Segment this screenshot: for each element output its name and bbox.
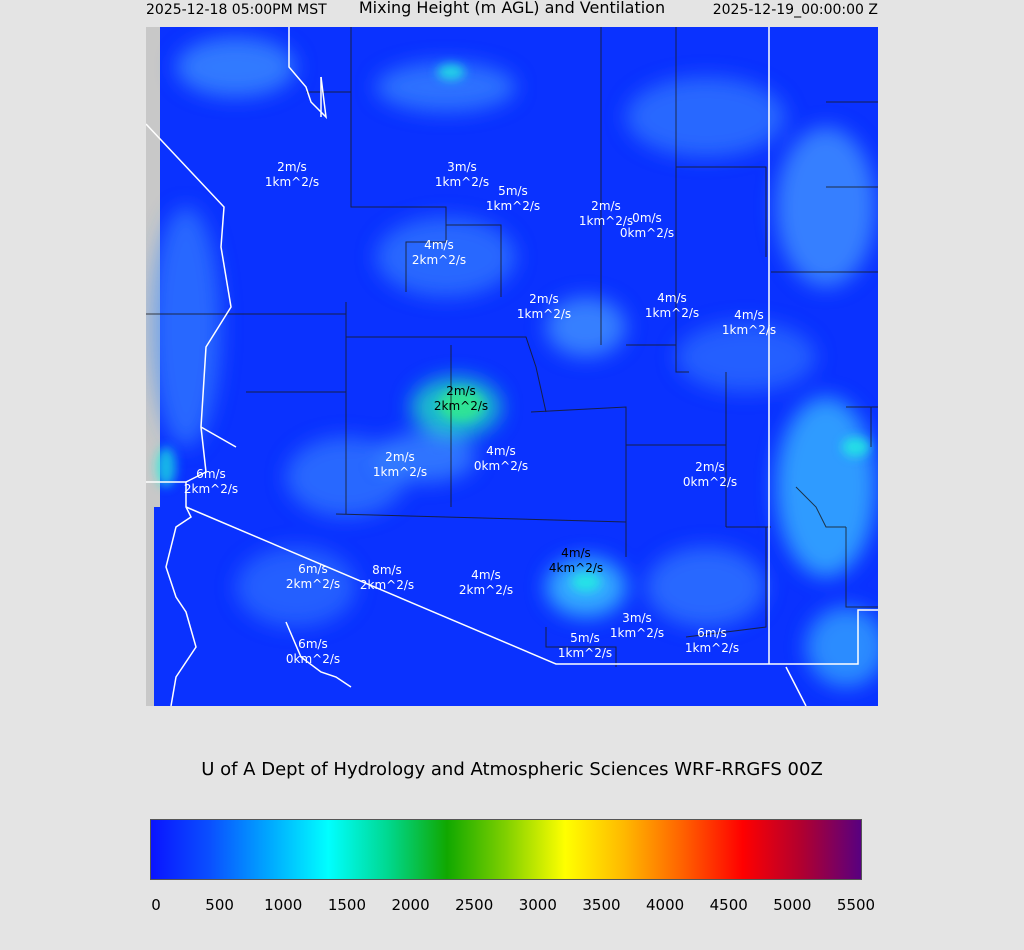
colorbar-tick-label: 500	[205, 896, 234, 914]
map-title: Mixing Height (m AGL) and Ventilation	[358, 0, 666, 17]
ventilation-index-text: 1km^2/s	[485, 199, 541, 213]
wind-speed-text: 0m/s	[632, 211, 662, 225]
ventilation-index-text: 2km^2/s	[433, 399, 489, 413]
colorbar-tick-label: 4500	[709, 896, 748, 914]
wind-speed-text: 4m/s	[657, 291, 687, 305]
ventilation-index-text: 0km^2/s	[473, 459, 529, 473]
valid-time-local: 2025-12-18 05:00PM MST	[146, 2, 327, 18]
ventilation-label	[360, 563, 414, 593]
no-data-strip-lower	[146, 507, 154, 706]
ventilation-index-text: 1km^2/s	[516, 307, 572, 321]
wind-speed-text: 3m/s	[447, 160, 477, 174]
ventilation-label	[265, 160, 319, 190]
ventilation-index-text: 1km^2/s	[557, 646, 613, 660]
wind-speed-text: 5m/s	[498, 184, 528, 198]
ventilation-index-text: 2km^2/s	[458, 583, 514, 597]
ventilation-index-text: 0km^2/s	[619, 226, 675, 240]
ventilation-index-text: 2km^2/s	[411, 253, 467, 267]
ventilation-label	[184, 467, 238, 497]
ventilation-label	[486, 184, 540, 214]
wind-speed-text: 4m/s	[424, 238, 454, 252]
ventilation-index-text: 1km^2/s	[434, 175, 490, 189]
ventilation-label	[610, 611, 664, 641]
ventilation-index-text: 2km^2/s	[359, 578, 415, 592]
wind-speed-text: 4m/s	[561, 546, 591, 560]
ventilation-label	[517, 292, 571, 322]
ventilation-label	[474, 444, 528, 474]
mixing-height-map	[146, 27, 878, 706]
colorbar-tick-label: 3000	[518, 896, 557, 914]
wind-speed-text: 5m/s	[570, 631, 600, 645]
colorbar-tick-label: 1500	[327, 896, 366, 914]
wind-speed-text: 4m/s	[734, 308, 764, 322]
ventilation-label	[683, 460, 737, 490]
wind-speed-text: 4m/s	[471, 568, 501, 582]
ventilation-label	[435, 160, 489, 190]
colorbar-tick-label: 4000	[645, 896, 685, 914]
wind-speed-text: 2m/s	[529, 292, 559, 306]
ventilation-index-text: 1km^2/s	[578, 214, 634, 228]
map-canvas	[146, 27, 878, 706]
ventilation-index-text: 4km^2/s	[548, 561, 604, 575]
colorbar-tick-label: 2000	[391, 896, 430, 914]
wind-speed-text: 2m/s	[591, 199, 621, 213]
ventilation-label	[549, 546, 603, 576]
wind-speed-text: 2m/s	[385, 450, 415, 464]
ventilation-index-text: 1km^2/s	[644, 306, 700, 320]
wind-speed-text: 6m/s	[196, 467, 226, 481]
ventilation-index-text: 0km^2/s	[682, 475, 738, 489]
ventilation-label	[373, 450, 427, 480]
colorbar-tick-label: 3500	[582, 896, 621, 914]
wind-speed-text: 6m/s	[298, 562, 328, 576]
ventilation-index-text: 1km^2/s	[372, 465, 428, 479]
colorbar-tick-label: 5500	[836, 896, 876, 914]
ventilation-index-text: 0km^2/s	[285, 652, 341, 666]
ventilation-label	[645, 291, 699, 321]
wind-speed-text: 6m/s	[697, 626, 727, 640]
ventilation-label	[412, 238, 466, 268]
wind-speed-text: 2m/s	[446, 384, 476, 398]
ventilation-index-text: 2km^2/s	[285, 577, 341, 591]
ventilation-index-text: 1km^2/s	[684, 641, 740, 655]
credit-line: U of A Dept of Hydrology and Atmospheric Sciences WRF-RRGFS 00Z	[201, 759, 823, 780]
ventilation-label	[558, 631, 612, 661]
colorbar	[150, 819, 862, 880]
ventilation-label	[620, 211, 674, 241]
wind-speed-text: 4m/s	[486, 444, 516, 458]
ventilation-index-text: 1km^2/s	[721, 323, 777, 337]
ventilation-label	[685, 626, 739, 656]
colorbar-tick-label: 5000	[773, 896, 812, 914]
wind-speed-text: 3m/s	[622, 611, 652, 625]
ventilation-label	[722, 308, 776, 338]
ventilation-label	[434, 384, 488, 414]
wind-speed-text: 2m/s	[277, 160, 307, 174]
ventilation-label	[459, 568, 513, 598]
colorbar-tick-label: 2500	[455, 896, 494, 914]
valid-time-utc: 2025-12-19_00:00:00 Z	[712, 2, 878, 18]
ventilation-index-text: 2km^2/s	[183, 482, 239, 496]
ventilation-index-text: 1km^2/s	[264, 175, 320, 189]
ventilation-index-text: 1km^2/s	[609, 626, 665, 640]
wind-speed-text: 6m/s	[298, 637, 328, 651]
wind-speed-text: 2m/s	[695, 460, 725, 474]
colorbar-tick-label: 0	[151, 896, 161, 914]
colorbar-tick-label: 1000	[264, 896, 303, 914]
wind-speed-text: 8m/s	[372, 563, 402, 577]
ventilation-label	[286, 637, 340, 667]
ventilation-label	[286, 562, 340, 592]
